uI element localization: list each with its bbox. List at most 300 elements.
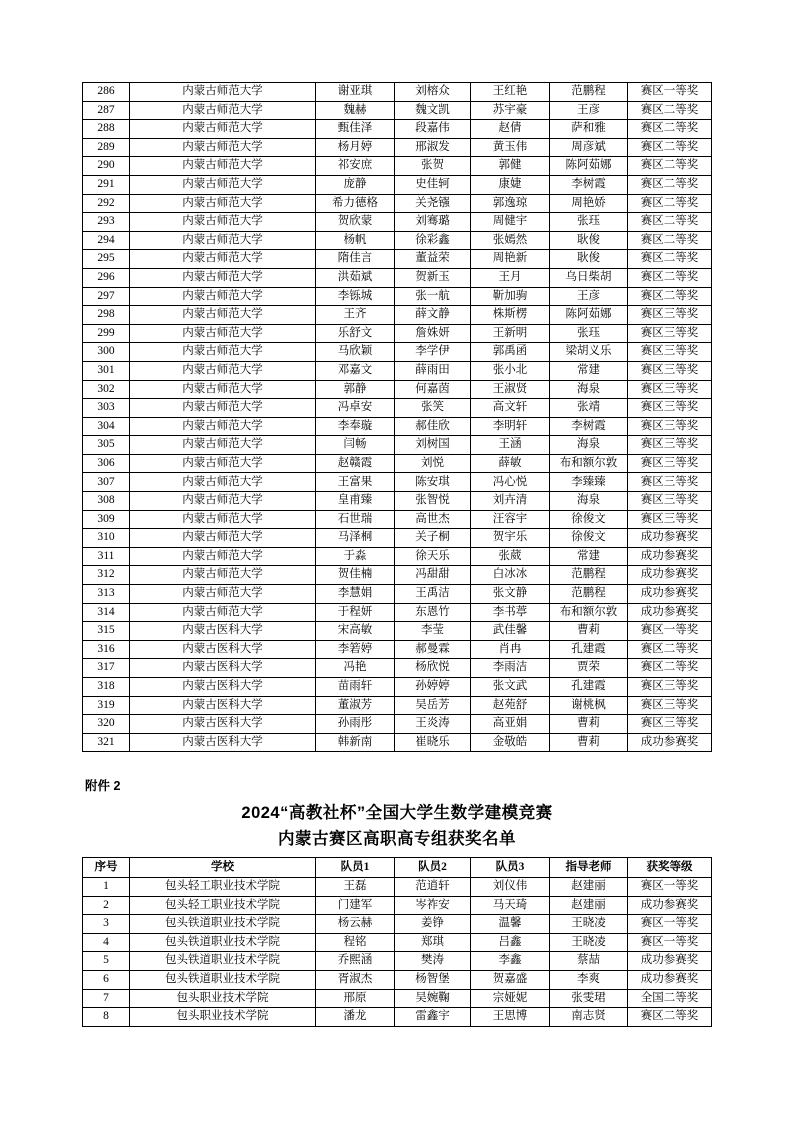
cell-member2: 李学伊 [395, 343, 471, 362]
cell-index: 313 [83, 585, 130, 604]
cell-member2: 郝佳欣 [395, 417, 471, 436]
header-member1: 队员1 [316, 858, 395, 878]
cell-teacher: 张珏 [550, 324, 628, 343]
cell-index: 295 [83, 250, 130, 269]
table-row [83, 566, 712, 585]
cell-award: 成功参赛奖 [628, 733, 712, 752]
cell-school: 内蒙古师范大学 [130, 231, 316, 250]
cell-member3: 肖冉 [471, 640, 550, 659]
cell-award: 赛区二等奖 [628, 659, 712, 678]
cell-member2: 孙婷婷 [395, 678, 471, 697]
cell-school: 内蒙古师范大学 [130, 268, 316, 287]
cell-award: 赛区二等奖 [628, 101, 712, 120]
cell-member1: 苗雨轩 [316, 678, 395, 697]
cell-school: 内蒙古师范大学 [130, 417, 316, 436]
cell-teacher: 常建 [550, 361, 628, 380]
cell-school: 内蒙古师范大学 [130, 529, 316, 548]
cell-member2: 张贺 [395, 157, 471, 176]
cell-member3: 郭健 [471, 157, 550, 176]
cell-index: 293 [83, 213, 130, 232]
cell-school: 内蒙古师范大学 [130, 175, 316, 194]
cell-teacher: 孔建霞 [550, 640, 628, 659]
cell-index: 311 [83, 547, 130, 566]
cell-member1: 宋高敏 [316, 622, 395, 641]
cell-member1: 于程妍 [316, 603, 395, 622]
cell-index: 292 [83, 194, 130, 213]
cell-member3: 金敬皓 [471, 733, 550, 752]
cell-member3: 吕鑫 [471, 933, 550, 952]
cell-member1: 闫畅 [316, 436, 395, 455]
header-member2: 队员2 [395, 858, 471, 878]
cell-member3: 王红艳 [471, 83, 550, 102]
cell-member3: 高亚娟 [471, 715, 550, 734]
cell-award: 赛区三等奖 [628, 473, 712, 492]
cell-school: 内蒙古师范大学 [130, 473, 316, 492]
cell-teacher: 王彦 [550, 287, 628, 306]
cell-index: 286 [83, 83, 130, 102]
cell-teacher: 陈阿茹娜 [550, 157, 628, 176]
cell-member3: 马天琦 [471, 896, 550, 915]
cell-teacher: 李臻臻 [550, 473, 628, 492]
cell-member1: 魏赫 [316, 101, 395, 120]
cell-member1: 李奉璇 [316, 417, 395, 436]
cell-index: 320 [83, 715, 130, 734]
cell-member1: 杨帆 [316, 231, 395, 250]
cell-award: 赛区三等奖 [628, 492, 712, 511]
cell-member2: 李莹 [395, 622, 471, 641]
cell-member2: 贺新玉 [395, 268, 471, 287]
cell-teacher: 南志贤 [550, 1008, 628, 1027]
cell-member1: 乐舒文 [316, 324, 395, 343]
cell-member2: 刘树国 [395, 436, 471, 455]
cell-school: 内蒙古师范大学 [130, 213, 316, 232]
cell-member3: 王淑贤 [471, 380, 550, 399]
cell-member3: 黄玉伟 [471, 138, 550, 157]
table-row [83, 915, 712, 934]
cell-teacher: 耿俊 [550, 250, 628, 269]
cell-teacher: 常建 [550, 547, 628, 566]
cell-award: 赛区二等奖 [628, 213, 712, 232]
table-row [83, 101, 712, 120]
cell-index: 2 [83, 896, 130, 915]
cell-member2: 范逍轩 [395, 878, 471, 897]
table-row [83, 250, 712, 269]
cell-school: 包头轻工职业技术学院 [130, 896, 316, 915]
cell-award: 赛区三等奖 [628, 417, 712, 436]
cell-member2: 史佳轲 [395, 175, 471, 194]
cell-award: 赛区三等奖 [628, 715, 712, 734]
cell-award: 成功参赛奖 [628, 603, 712, 622]
cell-award: 赛区一等奖 [628, 878, 712, 897]
cell-index: 315 [83, 622, 130, 641]
cell-index: 301 [83, 361, 130, 380]
cell-member1: 赵赣霞 [316, 454, 395, 473]
cell-index: 314 [83, 603, 130, 622]
cell-member1: 程铭 [316, 933, 395, 952]
cell-member2: 东恩竹 [395, 603, 471, 622]
cell-member1: 冯艳 [316, 659, 395, 678]
table-row [83, 213, 712, 232]
cell-award: 赛区三等奖 [628, 678, 712, 697]
cell-teacher: 李爽 [550, 970, 628, 989]
table-row [83, 138, 712, 157]
cell-index: 5 [83, 952, 130, 971]
cell-award: 赛区二等奖 [628, 194, 712, 213]
cell-school: 内蒙古师范大学 [130, 324, 316, 343]
cell-member3: 张文武 [471, 678, 550, 697]
cell-member2: 徐天乐 [395, 547, 471, 566]
cell-school: 内蒙古医科大学 [130, 640, 316, 659]
cell-member2: 郝曼霖 [395, 640, 471, 659]
table-row [83, 83, 712, 102]
cell-member2: 张笑 [395, 399, 471, 418]
cell-member3: 康婕 [471, 175, 550, 194]
cell-member2: 薛雨田 [395, 361, 471, 380]
cell-member2: 岑祚安 [395, 896, 471, 915]
cell-school: 内蒙古师范大学 [130, 547, 316, 566]
cell-member1: 李铄城 [316, 287, 395, 306]
cell-member2: 刘悦 [395, 454, 471, 473]
cell-member3: 李鑫 [471, 952, 550, 971]
cell-school: 内蒙古师范大学 [130, 510, 316, 529]
cell-award: 赛区三等奖 [628, 380, 712, 399]
table-row [83, 454, 712, 473]
cell-member3: 高文轩 [471, 399, 550, 418]
table-row [83, 436, 712, 455]
header-index: 序号 [83, 858, 130, 878]
table-row [83, 473, 712, 492]
cell-index: 291 [83, 175, 130, 194]
cell-member1: 门建军 [316, 896, 395, 915]
cell-member2: 王炎涛 [395, 715, 471, 734]
cell-teacher: 孔建霞 [550, 678, 628, 697]
cell-award: 赛区二等奖 [628, 287, 712, 306]
cell-teacher: 曹莉 [550, 622, 628, 641]
table-row [83, 287, 712, 306]
cell-index: 4 [83, 933, 130, 952]
cell-teacher: 乌日柴胡 [550, 268, 628, 287]
cell-school: 内蒙古师范大学 [130, 603, 316, 622]
cell-award: 赛区一等奖 [628, 933, 712, 952]
cell-teacher: 范鹏程 [550, 585, 628, 604]
cell-teacher: 萨和雅 [550, 120, 628, 139]
cell-teacher: 李树霞 [550, 175, 628, 194]
cell-index: 304 [83, 417, 130, 436]
cell-school: 内蒙古师范大学 [130, 454, 316, 473]
cell-index: 300 [83, 343, 130, 362]
cell-award: 赛区三等奖 [628, 399, 712, 418]
cell-index: 3 [83, 915, 130, 934]
cell-school: 内蒙古师范大学 [130, 250, 316, 269]
cell-index: 8 [83, 1008, 130, 1027]
cell-member1: 马泽桐 [316, 529, 395, 548]
cell-award: 成功参赛奖 [628, 970, 712, 989]
document-title-line1: 2024“高教社杯”全国大学生数学建模竞赛 [241, 804, 553, 822]
table-row [83, 361, 712, 380]
cell-member1: 李箬婷 [316, 640, 395, 659]
award-table-undergraduate-continued [82, 82, 712, 752]
cell-member1: 孙雨彤 [316, 715, 395, 734]
table-row [83, 417, 712, 436]
cell-member2: 邢淑发 [395, 138, 471, 157]
cell-teacher: 赵建丽 [550, 896, 628, 915]
cell-member3: 张小北 [471, 361, 550, 380]
table-row [83, 952, 712, 971]
cell-member1: 董淑芳 [316, 696, 395, 715]
cell-teacher: 曹莉 [550, 715, 628, 734]
cell-school: 内蒙古师范大学 [130, 399, 316, 418]
cell-school: 内蒙古医科大学 [130, 678, 316, 697]
cell-member1: 石世瑞 [316, 510, 395, 529]
cell-index: 298 [83, 306, 130, 325]
cell-award: 赛区一等奖 [628, 622, 712, 641]
cell-teacher: 蔡喆 [550, 952, 628, 971]
cell-school: 内蒙古师范大学 [130, 492, 316, 511]
cell-index: 307 [83, 473, 130, 492]
cell-member3: 株斯楞 [471, 306, 550, 325]
cell-award: 成功参赛奖 [628, 952, 712, 971]
cell-index: 316 [83, 640, 130, 659]
table-row [83, 399, 712, 418]
cell-member2: 徐彩鑫 [395, 231, 471, 250]
cell-award: 赛区三等奖 [628, 324, 712, 343]
cell-member2: 段嘉伟 [395, 120, 471, 139]
cell-award: 成功参赛奖 [628, 547, 712, 566]
cell-award: 赛区二等奖 [628, 1008, 712, 1027]
cell-member3: 郭逸琼 [471, 194, 550, 213]
cell-award: 赛区三等奖 [628, 436, 712, 455]
cell-teacher: 张珏 [550, 213, 628, 232]
cell-index: 289 [83, 138, 130, 157]
cell-teacher: 徐俊文 [550, 510, 628, 529]
table-row [83, 1008, 712, 1027]
cell-school: 内蒙古医科大学 [130, 733, 316, 752]
cell-member2: 杨智堡 [395, 970, 471, 989]
cell-member2: 张智悦 [395, 492, 471, 511]
cell-member2: 魏文凯 [395, 101, 471, 120]
cell-teacher: 张雯珺 [550, 989, 628, 1008]
cell-member3: 靳加驹 [471, 287, 550, 306]
header-award: 获奖等级 [628, 858, 712, 878]
cell-teacher: 李树霞 [550, 417, 628, 436]
cell-member1: 谢亚琪 [316, 83, 395, 102]
cell-member1: 甄佳泽 [316, 120, 395, 139]
table-row [83, 970, 712, 989]
cell-school: 内蒙古师范大学 [130, 138, 316, 157]
cell-index: 312 [83, 566, 130, 585]
cell-school: 包头职业技术学院 [130, 1008, 316, 1027]
cell-index: 290 [83, 157, 130, 176]
table-row [83, 324, 712, 343]
cell-member3: 李明轩 [471, 417, 550, 436]
cell-award: 赛区三等奖 [628, 361, 712, 380]
cell-index: 6 [83, 970, 130, 989]
cell-member1: 王磊 [316, 878, 395, 897]
cell-member3: 苏宇豪 [471, 101, 550, 120]
cell-member2: 崔晓乐 [395, 733, 471, 752]
cell-school: 内蒙古师范大学 [130, 287, 316, 306]
cell-school: 内蒙古师范大学 [130, 343, 316, 362]
cell-member3: 宗娅妮 [471, 989, 550, 1008]
cell-member3: 赵倩 [471, 120, 550, 139]
cell-index: 321 [83, 733, 130, 752]
cell-member2: 高世杰 [395, 510, 471, 529]
header-teacher: 指导老师 [550, 858, 628, 878]
cell-teacher: 王晓凌 [550, 933, 628, 952]
cell-school: 内蒙古医科大学 [130, 659, 316, 678]
cell-school: 包头铁道职业技术学院 [130, 915, 316, 934]
cell-member2: 董益荣 [395, 250, 471, 269]
cell-index: 317 [83, 659, 130, 678]
cell-award: 全国二等奖 [628, 989, 712, 1008]
award-table-vocational [82, 857, 712, 1027]
cell-index: 303 [83, 399, 130, 418]
cell-school: 内蒙古医科大学 [130, 622, 316, 641]
table-row [83, 380, 712, 399]
header-member3: 队员3 [471, 858, 550, 878]
cell-school: 内蒙古师范大学 [130, 566, 316, 585]
table-row [83, 715, 712, 734]
table-row [83, 659, 712, 678]
cell-member1: 杨月婷 [316, 138, 395, 157]
cell-index: 287 [83, 101, 130, 120]
cell-member1: 杨云赫 [316, 915, 395, 934]
cell-school: 包头铁道职业技术学院 [130, 933, 316, 952]
cell-award: 赛区二等奖 [628, 157, 712, 176]
cell-school: 包头铁道职业技术学院 [130, 952, 316, 971]
table-row [83, 989, 712, 1008]
cell-school: 包头铁道职业技术学院 [130, 970, 316, 989]
cell-member1: 希力德格 [316, 194, 395, 213]
table-row [83, 585, 712, 604]
cell-school: 内蒙古师范大学 [130, 83, 316, 102]
cell-award: 赛区三等奖 [628, 696, 712, 715]
cell-member3: 白冰冰 [471, 566, 550, 585]
cell-teacher: 谢桃枫 [550, 696, 628, 715]
cell-member3: 贺宇乐 [471, 529, 550, 548]
table-row [83, 306, 712, 325]
cell-member1: 王齐 [316, 306, 395, 325]
table-row [83, 492, 712, 511]
table-row [83, 510, 712, 529]
cell-teacher: 范鹏程 [550, 566, 628, 585]
cell-member1: 皇甫臻 [316, 492, 395, 511]
cell-member3: 王新明 [471, 324, 550, 343]
cell-member2: 郑琪 [395, 933, 471, 952]
cell-teacher: 海泉 [550, 436, 628, 455]
cell-member2: 詹姝妍 [395, 324, 471, 343]
cell-index: 294 [83, 231, 130, 250]
cell-member3: 张文静 [471, 585, 550, 604]
cell-teacher: 曹莉 [550, 733, 628, 752]
cell-member1: 韩新南 [316, 733, 395, 752]
cell-teacher: 张靖 [550, 399, 628, 418]
cell-member1: 马欣颖 [316, 343, 395, 362]
cell-index: 319 [83, 696, 130, 715]
cell-school: 内蒙古师范大学 [130, 361, 316, 380]
cell-member1: 洪茹斌 [316, 268, 395, 287]
table-row [83, 603, 712, 622]
table-row [83, 696, 712, 715]
cell-index: 309 [83, 510, 130, 529]
cell-index: 310 [83, 529, 130, 548]
cell-school: 内蒙古医科大学 [130, 696, 316, 715]
table-row [83, 175, 712, 194]
cell-member2: 王禹洁 [395, 585, 471, 604]
table-row [83, 231, 712, 250]
cell-index: 306 [83, 454, 130, 473]
cell-award: 赛区二等奖 [628, 138, 712, 157]
table-row [83, 194, 712, 213]
cell-member2: 关尧镪 [395, 194, 471, 213]
cell-member2: 张一航 [395, 287, 471, 306]
cell-member3: 温馨 [471, 915, 550, 934]
cell-member1: 胥淑杰 [316, 970, 395, 989]
cell-member1: 乔熙涵 [316, 952, 395, 971]
cell-teacher: 梁胡义乐 [550, 343, 628, 362]
cell-award: 赛区二等奖 [628, 231, 712, 250]
cell-school: 内蒙古师范大学 [130, 194, 316, 213]
cell-teacher: 耿俊 [550, 231, 628, 250]
cell-member1: 贺佳楠 [316, 566, 395, 585]
table-row [83, 678, 712, 697]
cell-member3: 李书葶 [471, 603, 550, 622]
cell-index: 7 [83, 989, 130, 1008]
cell-member3: 王涵 [471, 436, 550, 455]
cell-member3: 张嫣然 [471, 231, 550, 250]
cell-award: 赛区三等奖 [628, 306, 712, 325]
cell-index: 297 [83, 287, 130, 306]
cell-teacher: 海泉 [550, 380, 628, 399]
cell-teacher: 赵建丽 [550, 878, 628, 897]
cell-award: 赛区二等奖 [628, 175, 712, 194]
cell-school: 内蒙古师范大学 [130, 101, 316, 120]
award-table1-body [83, 83, 712, 752]
cell-award: 赛区一等奖 [628, 83, 712, 102]
table-row [83, 733, 712, 752]
cell-award: 成功参赛奖 [628, 566, 712, 585]
cell-award: 赛区二等奖 [628, 250, 712, 269]
cell-school: 内蒙古师范大学 [130, 157, 316, 176]
cell-member3: 贺嘉盛 [471, 970, 550, 989]
cell-member3: 武佳馨 [471, 622, 550, 641]
cell-member1: 于淼 [316, 547, 395, 566]
cell-school: 包头轻工职业技术学院 [130, 878, 316, 897]
cell-teacher: 贾荣 [550, 659, 628, 678]
cell-award: 成功参赛奖 [628, 896, 712, 915]
cell-teacher: 周彦斌 [550, 138, 628, 157]
cell-teacher: 王晓凌 [550, 915, 628, 934]
cell-award: 赛区三等奖 [628, 510, 712, 529]
cell-school: 内蒙古师范大学 [130, 436, 316, 455]
cell-award: 赛区三等奖 [628, 343, 712, 362]
cell-member3: 刘卉清 [471, 492, 550, 511]
cell-member3: 周健宇 [471, 213, 550, 232]
cell-school: 内蒙古师范大学 [130, 585, 316, 604]
cell-school: 内蒙古师范大学 [130, 306, 316, 325]
cell-award: 成功参赛奖 [628, 585, 712, 604]
cell-member1: 冯卓安 [316, 399, 395, 418]
table-row [83, 268, 712, 287]
cell-index: 302 [83, 380, 130, 399]
cell-teacher: 范鹏程 [550, 83, 628, 102]
cell-member3: 汪容宇 [471, 510, 550, 529]
table-header-row [83, 858, 712, 878]
cell-member3: 王月 [471, 268, 550, 287]
cell-award: 赛区二等奖 [628, 120, 712, 139]
cell-teacher: 陈阿茹娜 [550, 306, 628, 325]
attachment-label: 附件 2 [85, 779, 121, 793]
